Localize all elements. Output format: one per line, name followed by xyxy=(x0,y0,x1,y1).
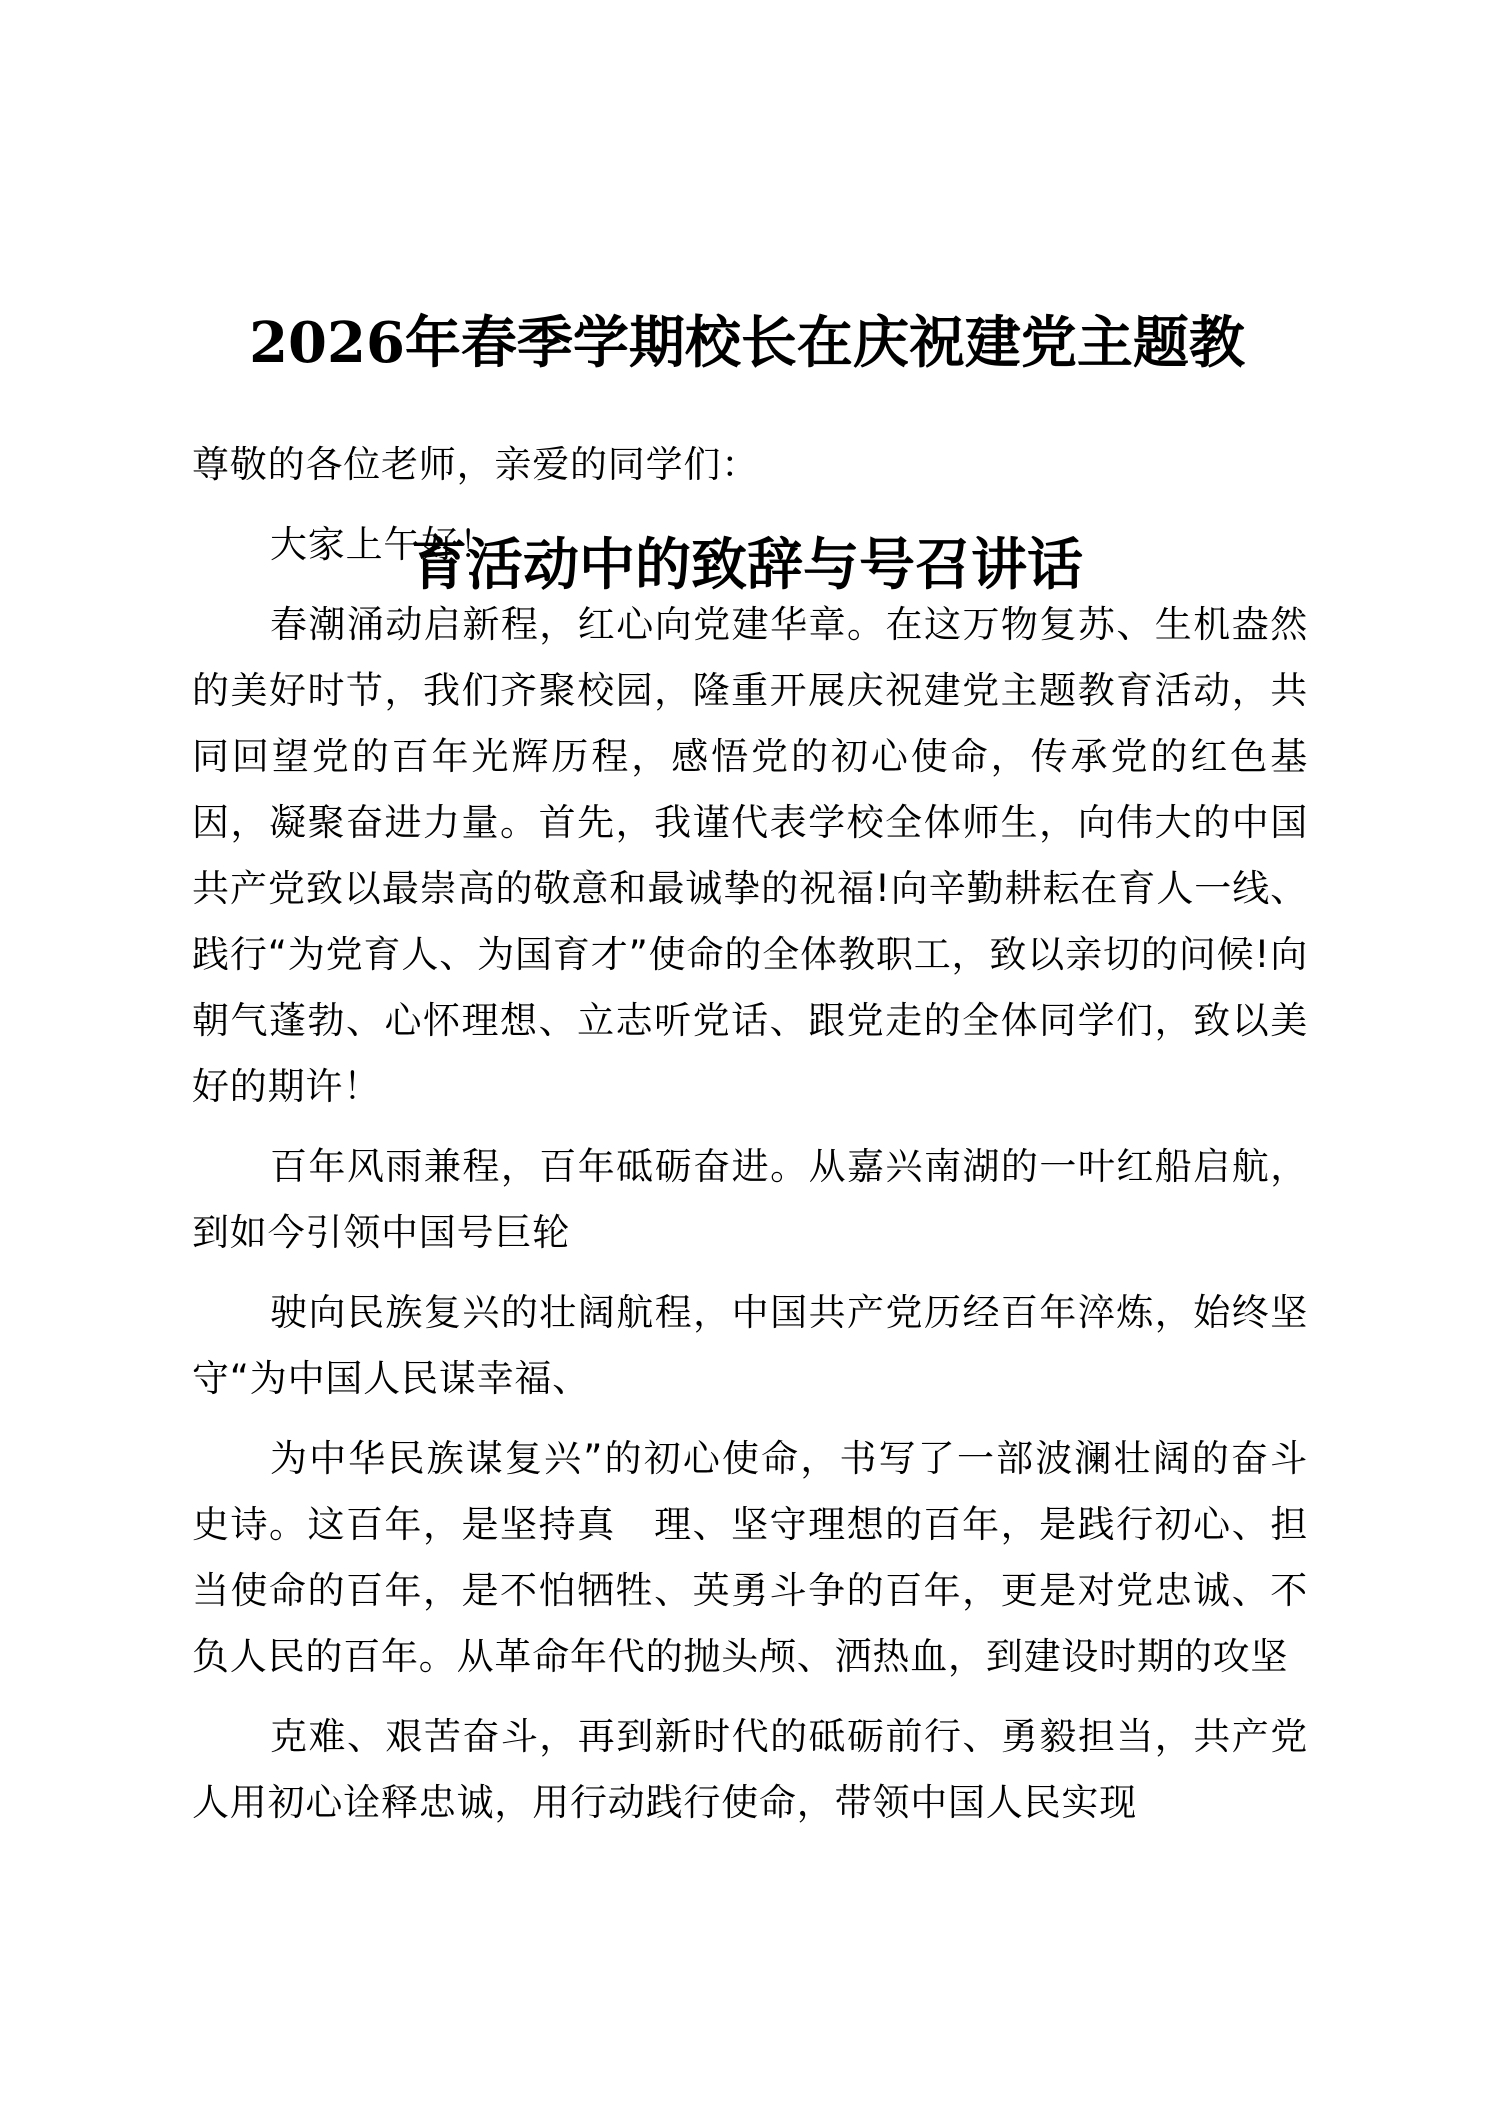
paragraph-greeting: 大家上午好！ xyxy=(270,523,497,566)
paragraph-centenary-2: 驶向民族复兴的壮阔航程，中国共产党历经百年淬炼，始终坚守“为中国人民谋幸福、 xyxy=(192,1291,1308,1400)
paragraph-salutation: 尊敬的各位老师，亲爱的同学们： xyxy=(192,443,759,486)
page-title-line-2: 育活动中的致辞与号召讲话 xyxy=(411,532,1083,598)
paragraph-centenary-3: 为中华民族谋复兴”的初心使命，书写了一部波澜壮阔的奋斗史诗。这百年，是坚持真 理、坚守理想的百年，是践行初心、担当使命的百年，是不怕牺牲、英勇斗争的百年，更是对党忠诚、不负人民的百年。从革命年代的抛头颅、洒热血，到建设时期的攻坚 xyxy=(192,1437,1308,1678)
document-body xyxy=(192,432,1308,1836)
paragraph-centenary-4: 克难、艰苦奋斗，再到新时代的砥砺前行、勇毅担当，共产党人用初心诠释忠诚，用行动践行使命，带领中国人民实现 xyxy=(192,1715,1308,1824)
page-title-line-1: 2026年春季学期校长在庆祝建党主题教 xyxy=(249,310,1245,376)
paragraph-centenary-1: 百年风雨兼程，百年砥砺奋进。从嘉兴南湖的一叶红船启航，到如今引领中国号巨轮 xyxy=(192,1145,1308,1254)
paragraph-opening: 春潮涌动启新程，红心向党建华章。在这万物复苏、生机盎然的美好时节，我们齐聚校园，隆重开展庆祝建党主题教育活动，共同回望党的百年光辉历程，感悟党的初心使命，传承党的红色基因，凝聚奋进力量。首先，我谨代表学校全体师生，向伟大的中国共产党致以最崇高的敬意和最诚挚的祝福!向辛勤耕耘在育人一线、践行“为党育人、为国育才”使命的全体教职工，致以亲切的问候!向朝气蓬勃、心怀理想、立志听党话、跟党走的全体同学们，致以美好的期许！ xyxy=(192,603,1308,1108)
